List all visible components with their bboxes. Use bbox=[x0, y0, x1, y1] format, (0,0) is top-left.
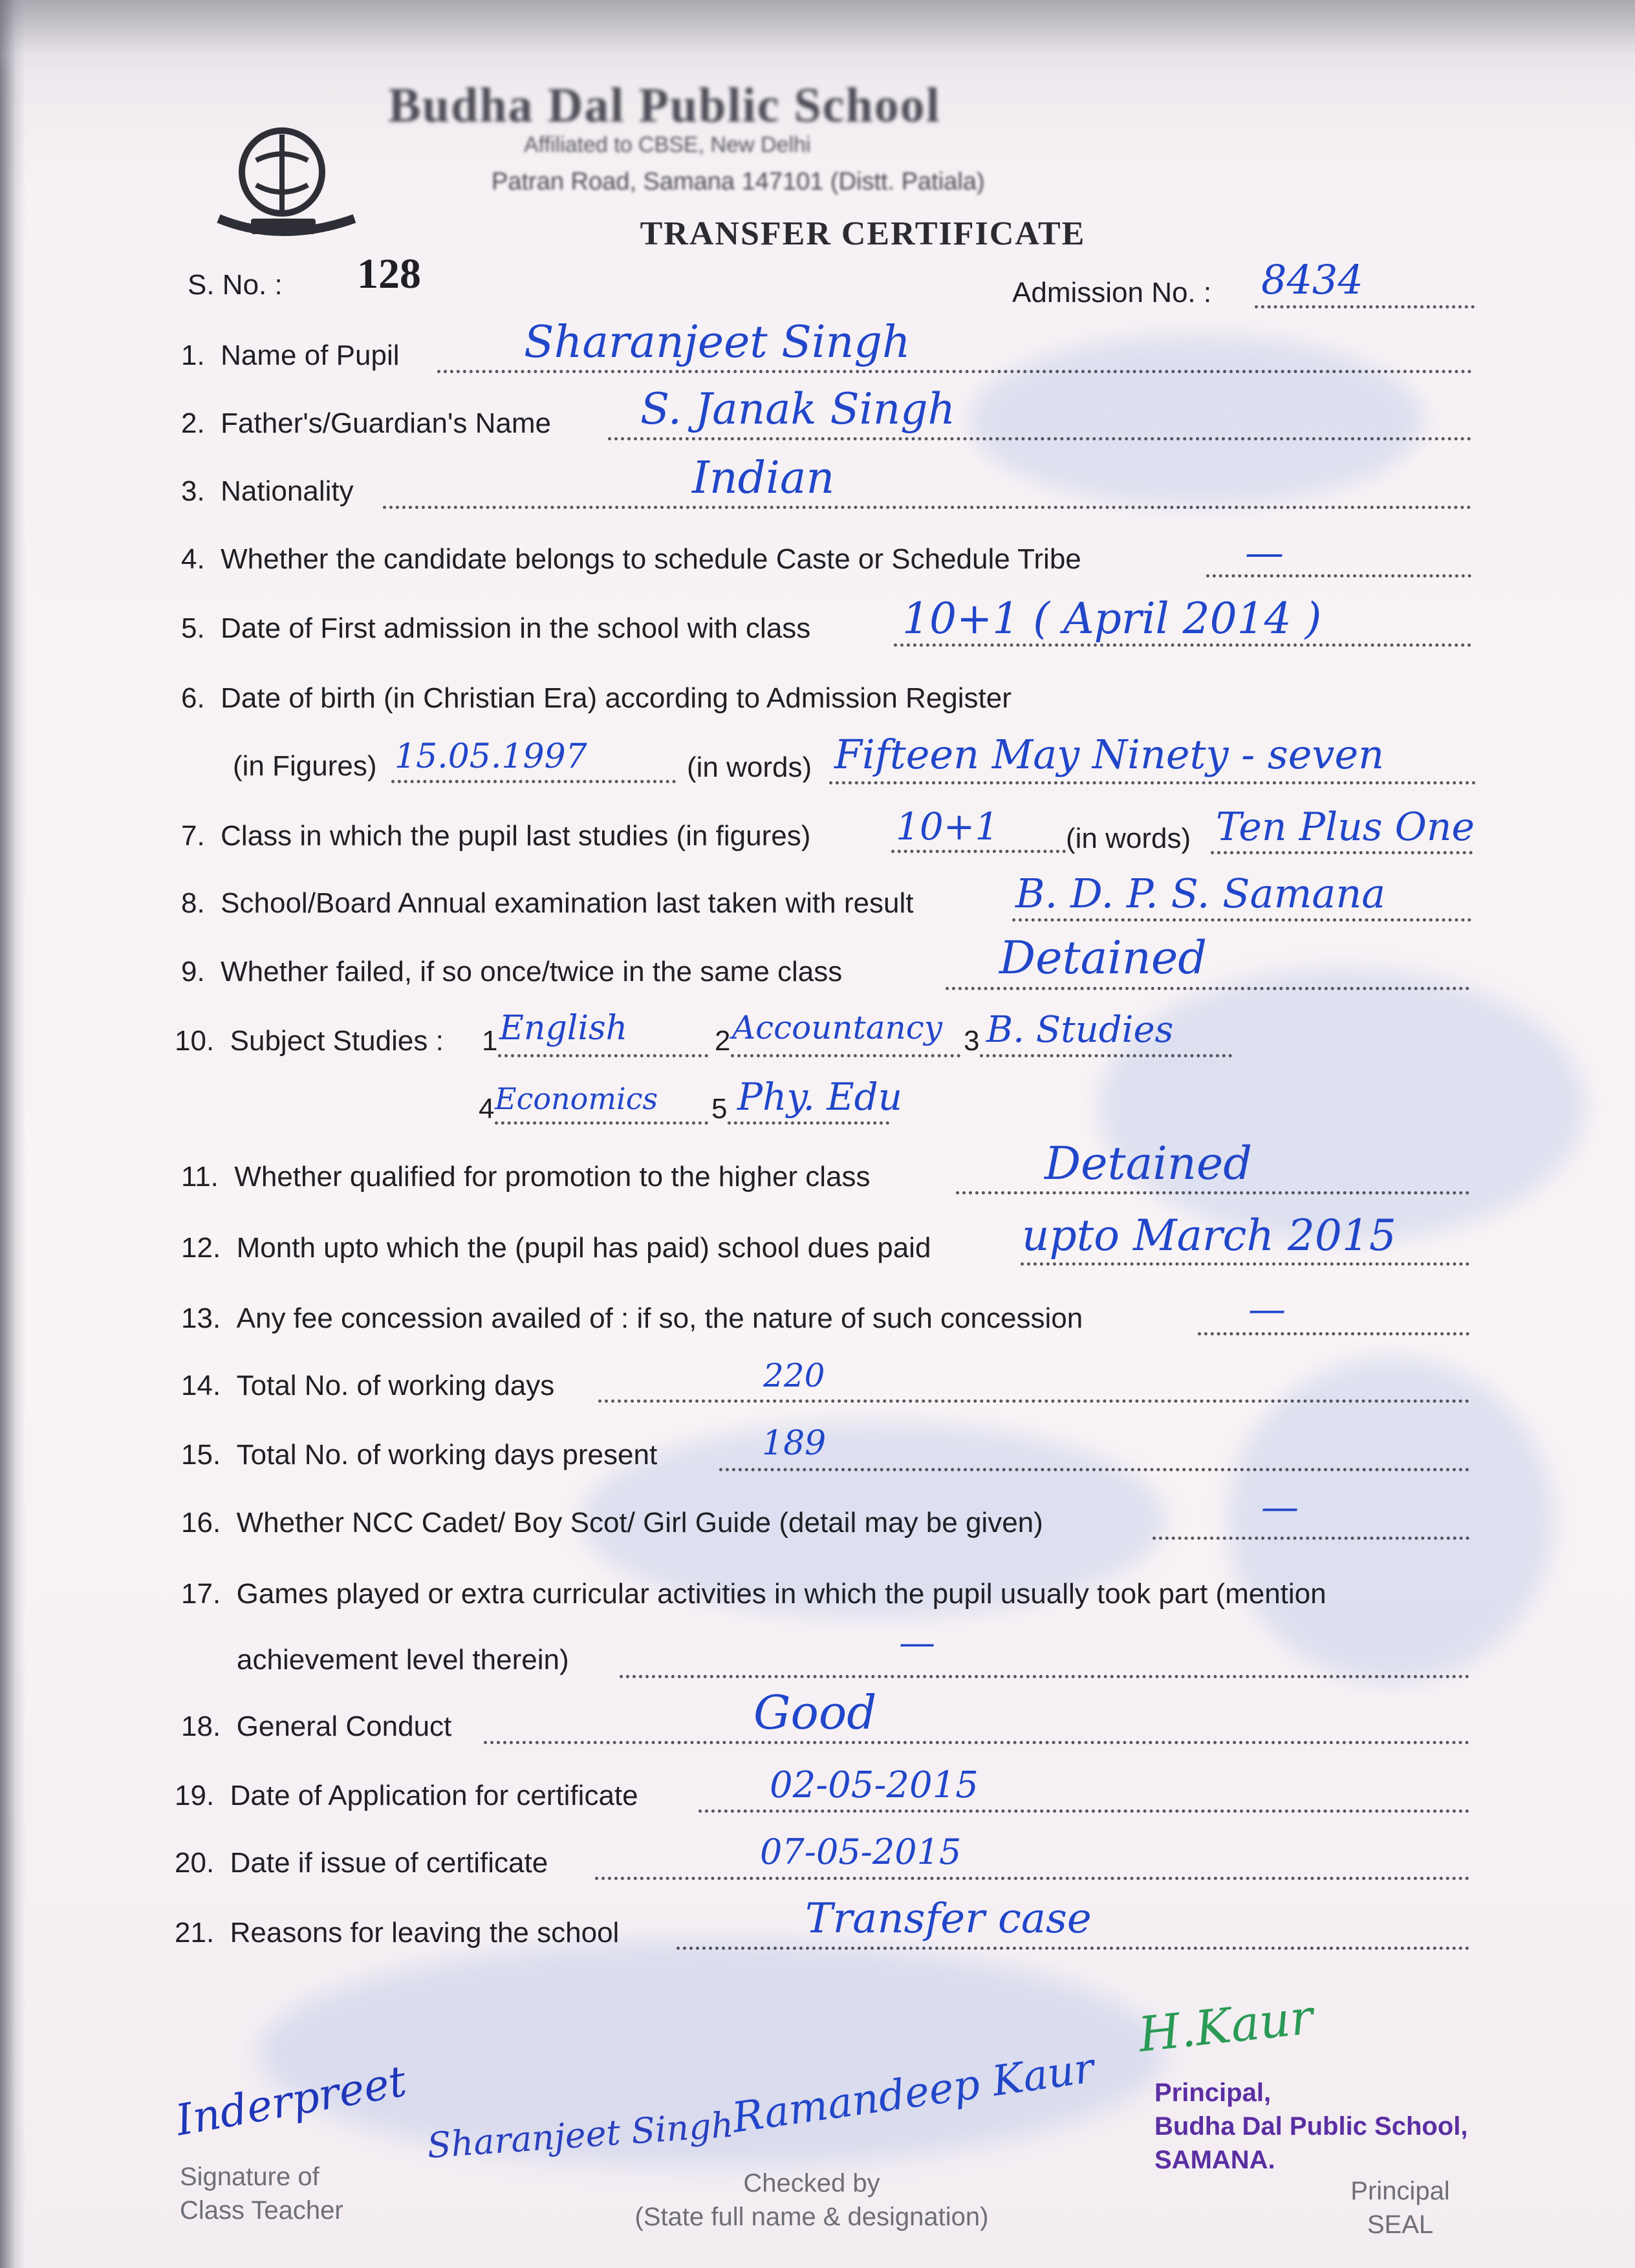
last-exam-value: B. D. P. S. Samana bbox=[1015, 870, 1386, 917]
item-2-label: 2. Father's/Guardian's Name bbox=[181, 407, 551, 439]
item-4-label: 4. Whether the candidate belongs to schedule Caste or Schedule Tribe bbox=[181, 543, 1081, 575]
application-date-value: 02-05-2015 bbox=[770, 1764, 979, 1806]
school-name: Budha Dal Public School bbox=[388, 78, 941, 133]
item-11-line bbox=[956, 1191, 1469, 1194]
item-13-line bbox=[1198, 1332, 1469, 1335]
subject-5-line bbox=[728, 1121, 889, 1125]
leaving-reason-value: Transfer case bbox=[805, 1895, 1092, 1943]
item-12-line bbox=[1021, 1262, 1469, 1266]
item-20-line bbox=[595, 1877, 1469, 1880]
item-3-line bbox=[383, 506, 1471, 509]
item-1-line bbox=[437, 370, 1472, 373]
class-words-label: (in words) bbox=[1066, 823, 1191, 854]
subject-1-line bbox=[498, 1054, 708, 1057]
subject-1: 1 bbox=[482, 1025, 498, 1057]
item-12-label: 12. Month upto which the (pupil has paid) school dues paid bbox=[181, 1232, 931, 1264]
item-7-label: 7. Class in which the pupil last studies (in figures) bbox=[181, 820, 811, 852]
dob-figures-line bbox=[391, 780, 676, 783]
checker-signature: Ramandeep Kaur bbox=[729, 2044, 1098, 2143]
ncc-value: — bbox=[1261, 1485, 1299, 1529]
item-15-line bbox=[719, 1468, 1469, 1471]
days-present-value: 189 bbox=[762, 1424, 827, 1463]
subject-4-value: Economics bbox=[495, 1081, 658, 1116]
subject-2: 2 bbox=[715, 1025, 731, 1057]
caste-value: — bbox=[1245, 530, 1284, 576]
subject-5: 5 bbox=[711, 1093, 728, 1125]
item-2-line bbox=[608, 437, 1471, 440]
serial-number-label: S. No. : bbox=[188, 269, 283, 301]
item-5-label: 5. Date of First admission in the school with class bbox=[181, 612, 811, 644]
subject-3: 3 bbox=[964, 1025, 980, 1057]
item-1-label: 1. Name of Pupil bbox=[181, 340, 400, 371]
subject-2-line bbox=[731, 1054, 960, 1057]
item-13-label: 13. Any fee concession availed of : if so, the nature of such concession bbox=[181, 1302, 1083, 1334]
working-days-value: 220 bbox=[763, 1357, 825, 1394]
dob-words-value: Fifteen May Ninety - seven bbox=[834, 731, 1385, 778]
subject-4: 4 bbox=[479, 1093, 495, 1125]
item-14-label: 14. Total No. of working days bbox=[181, 1370, 555, 1401]
activities-value: — bbox=[899, 1622, 935, 1664]
class-words-value: Ten Plus One bbox=[1216, 805, 1475, 850]
class-teacher-label: Signature of Class Teacher bbox=[180, 2163, 343, 2225]
dob-words-line bbox=[829, 781, 1476, 784]
pupil-name-value: Sharanjeet Singh bbox=[524, 317, 911, 368]
item-18-label: 18. General Conduct bbox=[181, 1711, 452, 1742]
admission-number-line bbox=[1255, 305, 1475, 308]
document-title: TRANSFER CERTIFICATE bbox=[640, 215, 1086, 252]
school-affiliation: Affiliated to CBSE, New Delhi bbox=[524, 133, 811, 157]
subject-2-value: Accountancy bbox=[732, 1009, 942, 1046]
guardian-name-value: S. Janak Singh bbox=[640, 384, 956, 434]
class-figures-line bbox=[891, 850, 1066, 853]
scan-edge-shadow bbox=[0, 0, 26, 2268]
principal-seal-label: Principal SEAL bbox=[1350, 2177, 1450, 2239]
subject-3-value: B. Studies bbox=[986, 1009, 1174, 1051]
first-admission-value: 10+1 ( April 2014 ) bbox=[902, 594, 1322, 643]
subject-1-value: English bbox=[499, 1009, 628, 1048]
admission-number-label: Admission No. : bbox=[1012, 277, 1212, 308]
item-18-line bbox=[484, 1741, 1469, 1744]
subject-3-line bbox=[980, 1054, 1232, 1057]
class-teacher-signature: Inderpreet bbox=[172, 2056, 410, 2146]
item-10-label: 10. Subject Studies : bbox=[175, 1025, 444, 1057]
item-17-line bbox=[620, 1675, 1469, 1678]
dob-words-label: (in words) bbox=[687, 751, 812, 783]
principal-signature: H.Kaur bbox=[1136, 1989, 1316, 2063]
item-9-label: 9. Whether failed, if so once/twice in the same class bbox=[181, 956, 843, 988]
item-16-line bbox=[1153, 1537, 1469, 1540]
item-21-line bbox=[677, 1947, 1469, 1950]
checked-by-label: Checked by (State full name & designation) bbox=[634, 2169, 989, 2231]
dob-figures-value: 15.05.1997 bbox=[395, 737, 587, 776]
item-14-line bbox=[598, 1399, 1469, 1403]
item-8-line bbox=[1012, 918, 1471, 922]
issue-date-value: 07-05-2015 bbox=[760, 1831, 962, 1872]
admission-number-value: 8434 bbox=[1261, 256, 1363, 303]
conduct-value: Good bbox=[753, 1685, 877, 1740]
item-19-line bbox=[698, 1809, 1469, 1813]
item-20-label: 20. Date if issue of certificate bbox=[175, 1847, 548, 1879]
ink-smudge bbox=[970, 336, 1423, 504]
item-15-label: 15. Total No. of working days present bbox=[181, 1439, 658, 1471]
principal-stamp: Principal, Budha Dal Public School, SAMANA. bbox=[1154, 2079, 1468, 2174]
item-8-label: 8. School/Board Annual examination last taken with result bbox=[181, 887, 914, 919]
fee-concession-value: — bbox=[1248, 1287, 1286, 1331]
class-words-line bbox=[1211, 851, 1473, 854]
item-16-label: 16. Whether NCC Cadet/ Boy Scot/ Girl Guide (detail may be given) bbox=[181, 1507, 1043, 1539]
nationality-value: Indian bbox=[692, 453, 835, 504]
promotion-value: Detained bbox=[1045, 1137, 1253, 1190]
scan-top-shadow bbox=[0, 0, 1635, 78]
item-11-label: 11. Whether qualified for promotion to the higher class bbox=[181, 1161, 871, 1193]
dob-figures-label: (in Figures) bbox=[233, 750, 377, 782]
item-9-line bbox=[946, 987, 1469, 990]
school-address: Patran Road, Samana 147101 (Distt. Patiala) bbox=[492, 168, 985, 195]
pupil-signature: Sharanjeet Singh bbox=[426, 2104, 735, 2166]
class-figures-value: 10+1 bbox=[896, 805, 999, 848]
item-6-label: 6. Date of birth (in Christian Era) according to Admission Register bbox=[181, 682, 1012, 714]
subject-4-line bbox=[495, 1121, 708, 1125]
item-17-label: 17. Games played or extra curricular activities in which the pupil usually took part (mention bbox=[181, 1578, 1326, 1610]
serial-number-value: 128 bbox=[357, 250, 421, 297]
item-21-label: 21. Reasons for leaving the school bbox=[175, 1917, 620, 1949]
item-5-line bbox=[894, 643, 1471, 647]
item-19-label: 19. Date of Application for certificate bbox=[175, 1780, 638, 1811]
subject-5-value: Phy. Edu bbox=[737, 1075, 903, 1119]
item-17-label-cont: achievement level therein) bbox=[237, 1644, 569, 1676]
dues-paid-value: upto March 2015 bbox=[1022, 1211, 1396, 1260]
item-3-label: 3. Nationality bbox=[181, 475, 354, 507]
failed-value: Detained bbox=[999, 931, 1207, 984]
